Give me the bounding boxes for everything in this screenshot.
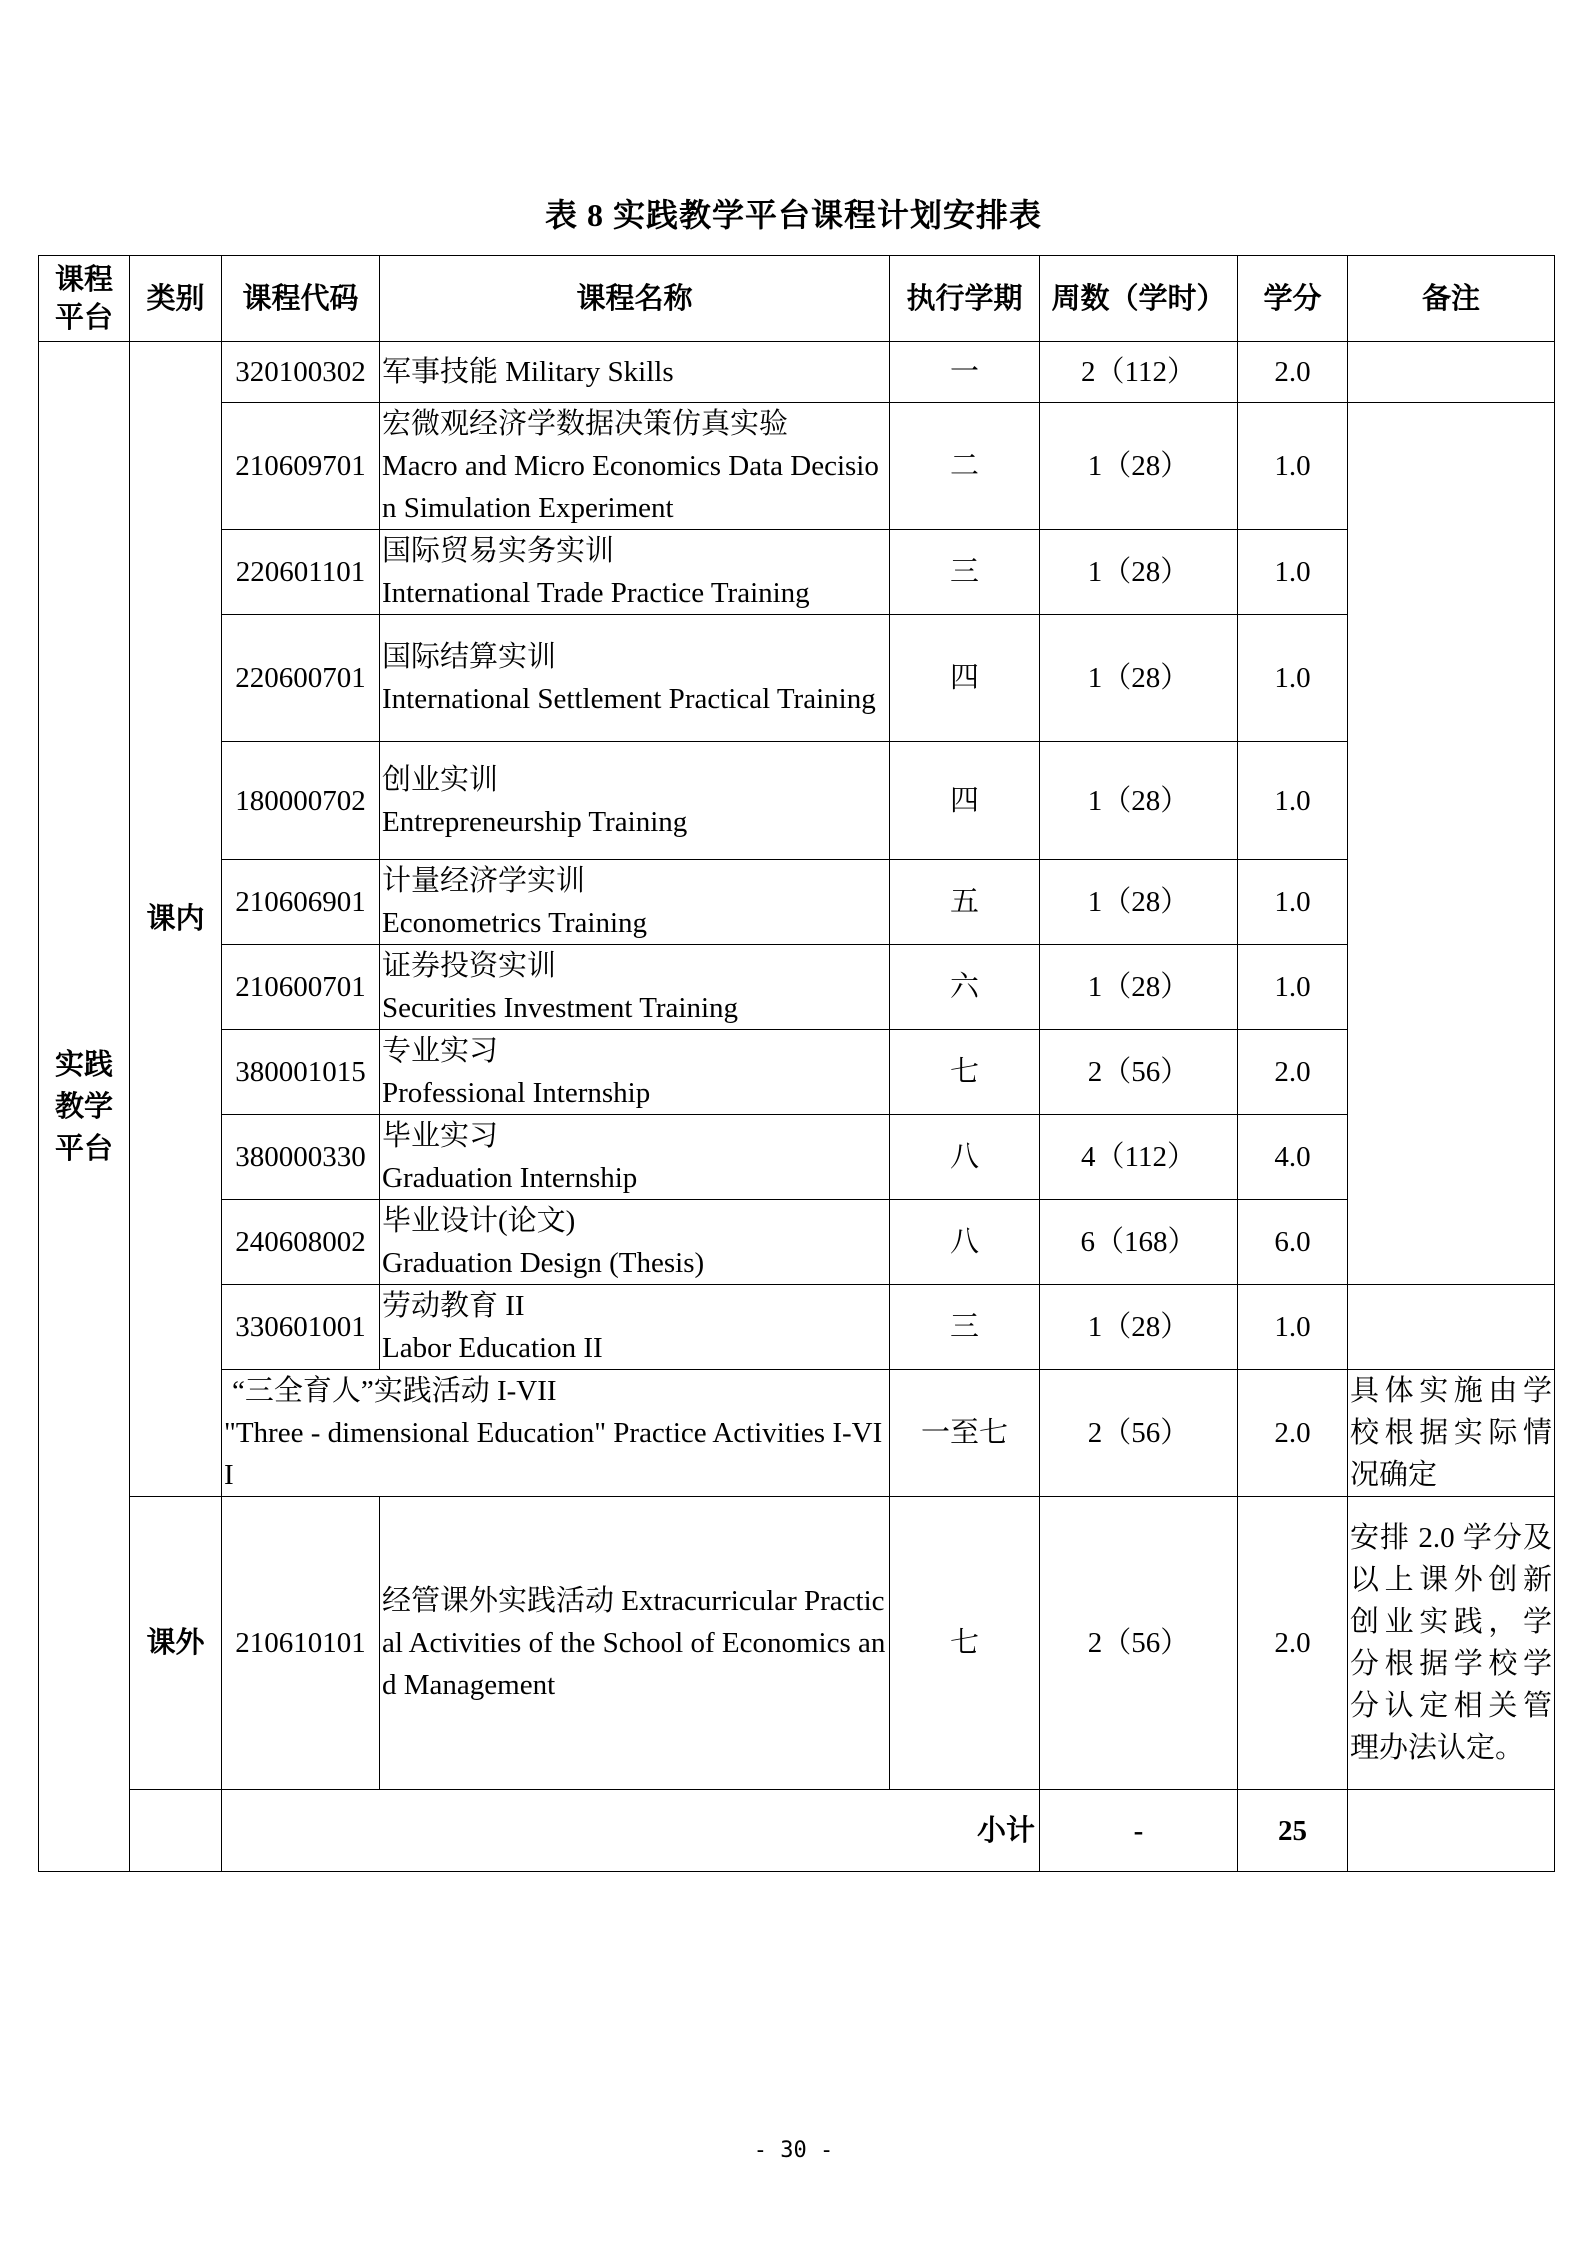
subtotal-weeks: - (1040, 1790, 1238, 1872)
course-weeks: 2（112） (1040, 342, 1238, 403)
course-semester: 八 (890, 1115, 1040, 1200)
course-weeks: 6（168） (1040, 1200, 1238, 1285)
course-name-en: Graduation Design (Thesis) (382, 1247, 705, 1279)
course-credits: 1.0 (1238, 742, 1348, 860)
course-credits: 1.0 (1238, 615, 1348, 742)
table-row (39, 1030, 1555, 1115)
course-code: 240608002 (222, 1200, 380, 1285)
course-semester: 三 (890, 530, 1040, 615)
course-name (380, 1285, 890, 1370)
course-remark: 具体实施由学校根据实际情况确定 (1348, 1370, 1555, 1497)
platform-label: 实践教学平台 (54, 1048, 113, 1165)
course-remark (1348, 342, 1555, 403)
course-name-cn: 国际贸易实务实训 (382, 535, 615, 567)
header-weeks: 周数（学时） (1040, 256, 1238, 342)
subtotal-credits: 25 (1238, 1790, 1348, 1872)
course-weeks: 2（56） (1040, 1370, 1238, 1497)
practice-course-table (38, 255, 1555, 1872)
subtotal-empty (130, 1790, 222, 1872)
course-name-en: Macro and Micro Economics Data Decision Simulation Experiment (382, 450, 879, 524)
header-platform: 课程平台 (39, 256, 130, 342)
category-in-label: 课内 (146, 903, 205, 935)
table-row (39, 1370, 1555, 1497)
course-code: 380001015 (222, 1030, 380, 1115)
course-semester: 六 (890, 945, 1040, 1030)
course-remark-merged (1348, 403, 1555, 1285)
course-code: 210610101 (222, 1497, 380, 1790)
course-semester: 四 (890, 615, 1040, 742)
course-name-en: "Three - dimensional Education" Practice Activities I-VII (224, 1417, 883, 1491)
course-semester: 二 (890, 403, 1040, 530)
course-name-en: Professional Internship (382, 1077, 651, 1109)
course-weeks: 1（28） (1040, 615, 1238, 742)
header-credits: 学分 (1238, 256, 1348, 342)
course-credits: 1.0 (1238, 403, 1348, 530)
course-name (380, 1200, 890, 1285)
course-credits: 1.0 (1238, 945, 1348, 1030)
course-name-en: Securities Investment Training (382, 992, 739, 1024)
subtotal-remark (1348, 1790, 1555, 1872)
course-name-cn: 计量经济学实训 (382, 865, 586, 897)
course-weeks: 1（28） (1040, 945, 1238, 1030)
course-name-cn: 军事技能 Military Skills (382, 356, 674, 388)
table-row (39, 742, 1555, 860)
table-row (39, 530, 1555, 615)
course-weeks: 2（56） (1040, 1497, 1238, 1790)
course-code: 380000330 (222, 1115, 380, 1200)
course-credits: 6.0 (1238, 1200, 1348, 1285)
course-semester: 一至七 (890, 1370, 1040, 1497)
course-name-en: Entrepreneurship Training (382, 805, 688, 838)
course-code: 320100302 (222, 342, 380, 403)
course-remark (1348, 1285, 1555, 1370)
course-credits: 1.0 (1238, 1285, 1348, 1370)
subtotal-label: 小计 (222, 1790, 1040, 1872)
course-name-cn: 毕业设计(论文) (382, 1205, 576, 1237)
header-semester: 执行学期 (890, 256, 1040, 342)
course-name (380, 530, 890, 615)
course-weeks: 1（28） (1040, 742, 1238, 860)
course-weeks: 1（28） (1040, 1285, 1238, 1370)
platform-cell (39, 342, 130, 1872)
category-in-cell (130, 342, 222, 1497)
table-row (39, 1285, 1555, 1370)
course-name-en: International Settlement Practical Training (382, 683, 876, 715)
page-number: - 30 - (753, 2138, 834, 2163)
table-row (39, 945, 1555, 1030)
course-code: 220601101 (222, 530, 380, 615)
course-name-cn: 证券投资实训 (382, 950, 557, 982)
course-semester: 四 (890, 742, 1040, 860)
header-name: 课程名称 (380, 256, 890, 342)
course-credits: 2.0 (1238, 1497, 1348, 1790)
category-out-cell: 课外 (130, 1497, 222, 1790)
course-name (380, 342, 890, 403)
subtotal-row (39, 1790, 1555, 1872)
course-code: 330601001 (222, 1285, 380, 1370)
course-name (380, 403, 890, 530)
course-name (380, 860, 890, 945)
course-semester: 五 (890, 860, 1040, 945)
table-row (39, 860, 1555, 945)
table-row (39, 403, 1555, 530)
course-credits: 1.0 (1238, 530, 1348, 615)
course-semester: 八 (890, 1200, 1040, 1285)
course-semester: 七 (890, 1497, 1040, 1790)
course-name (380, 945, 890, 1030)
course-semester: 一 (890, 342, 1040, 403)
course-credits: 2.0 (1238, 1030, 1348, 1115)
course-name (380, 742, 890, 860)
course-name-cn: 专业实习 (382, 1035, 499, 1067)
course-name-cn: 宏微观经济学数据决策仿真实验 (382, 408, 789, 440)
course-name-en: Econometrics Training (382, 907, 648, 939)
course-code: 210600701 (222, 945, 380, 1030)
course-name-cn: 创业实训 (382, 763, 499, 796)
course-credits: 1.0 (1238, 860, 1348, 945)
course-code: 180000702 (222, 742, 380, 860)
course-code: 220600701 (222, 615, 380, 742)
header-category: 类别 (130, 256, 222, 342)
course-name-en: International Trade Practice Training (382, 577, 810, 609)
course-name: 经管课外实践活动 Extracurricular Practical Activities of the School of Economics and Management (380, 1497, 890, 1790)
table-row (39, 1200, 1555, 1285)
header-row (39, 256, 1555, 342)
course-name-cn: 劳动教育 II (382, 1290, 525, 1322)
course-code: 210609701 (222, 403, 380, 530)
course-name (380, 1115, 890, 1200)
course-weeks: 1（28） (1040, 403, 1238, 530)
course-semester: 三 (890, 1285, 1040, 1370)
table-row (39, 1115, 1555, 1200)
course-weeks: 1（28） (1040, 530, 1238, 615)
course-weeks: 2（56） (1040, 1030, 1238, 1115)
course-credits: 2.0 (1238, 342, 1348, 403)
course-name-en: Labor Education II (382, 1332, 603, 1364)
course-weeks: 4（112） (1040, 1115, 1238, 1200)
course-name (380, 1030, 890, 1115)
course-credits: 2.0 (1238, 1370, 1348, 1497)
table-title: 表 8 实践教学平台课程计划安排表 (544, 197, 1042, 233)
header-remarks: 备注 (1348, 256, 1555, 342)
course-remark: 安排 2.0 学分及以上课外创新创业实践，学分根据学校学分认定相关管理办法认定。 (1348, 1497, 1555, 1790)
table-row (39, 615, 1555, 742)
course-name (222, 1370, 890, 1497)
course-name-cn: 国际结算实训 (382, 641, 557, 673)
table-row (39, 342, 1555, 403)
course-code: 210606901 (222, 860, 380, 945)
course-semester: 七 (890, 1030, 1040, 1115)
header-code: 课程代码 (222, 256, 380, 342)
table-row (39, 1497, 1555, 1790)
course-name-en: Graduation Internship (382, 1162, 638, 1194)
course-name-cn: 毕业实习 (382, 1120, 499, 1152)
course-weeks: 1（28） (1040, 860, 1238, 945)
course-name (380, 615, 890, 742)
course-name-cn: “三全育人”实践活动 I-VII (232, 1375, 557, 1407)
course-credits: 4.0 (1238, 1115, 1348, 1200)
